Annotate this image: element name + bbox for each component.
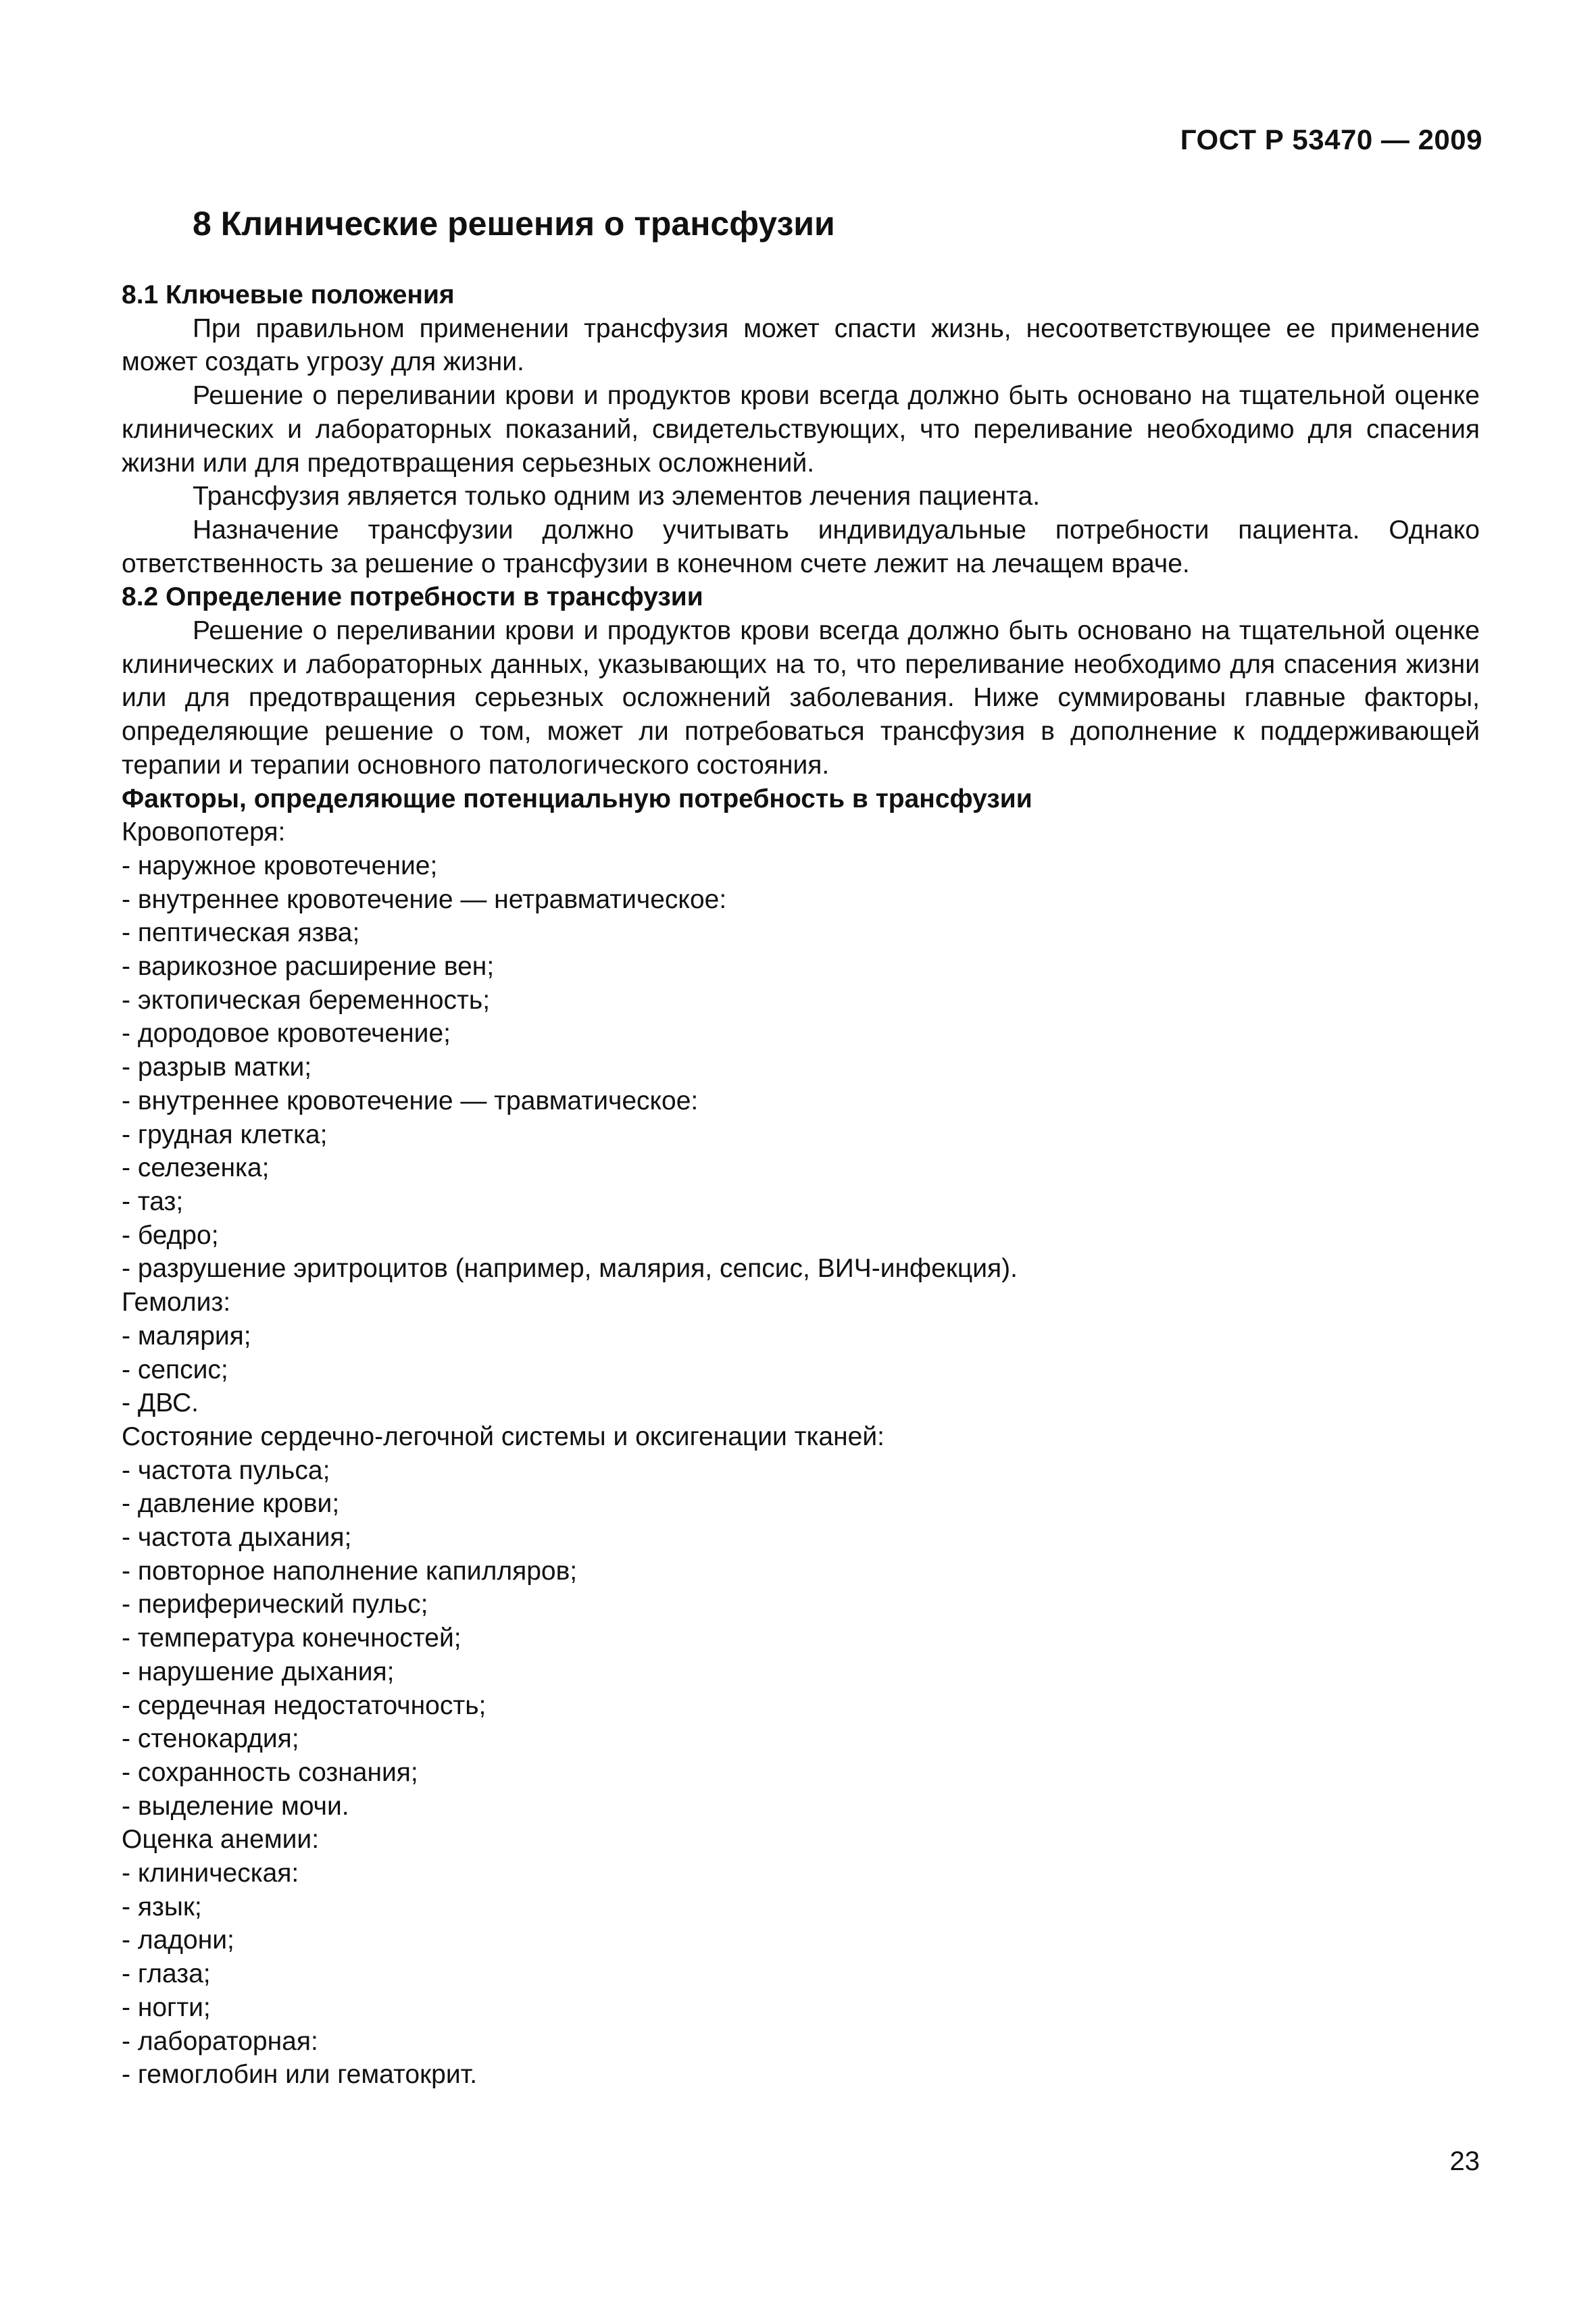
list-item: - клиническая: [122,1859,299,1888]
list-item: - внутреннее кровотечение — травматическое: [122,1086,699,1115]
paragraph: Решение о переливании крови и продуктов крови всегда должно быть основано на тщательной оценке клинических и лабораторных показаний, свидетельствующих, что переливание необходимо для спасения жизни или для предотвращения серьезных осложнений. [122,381,1480,478]
list-group-label: Кровопотеря: [122,818,286,847]
list-item: - разрушение эритроцитов (например, малярия, сепсис, ВИЧ-инфекция). [122,1254,1018,1284]
list-item: - ДВС. [122,1388,199,1418]
list-item: - стенокардия; [122,1724,299,1754]
document-header: ГОСТ Р 53470 — 2009 [1180,124,1482,155]
list-item: - нарушение дыхания; [122,1657,395,1686]
list-group-label: Гемолиз: [122,1288,231,1317]
list-item: - наружное кровотечение; [122,851,438,880]
list-subitem: - эктопическая беременность; [122,985,491,1015]
list-item: - выделение мочи. [122,1791,349,1821]
list-subitem: - ногти; [122,1992,211,2022]
list-item: - частота пульса; [122,1455,330,1485]
list-subitem: - пептическая язва; [122,918,360,948]
list-item: - сердечная недостаточность; [122,1690,487,1720]
list-subitem: - таз; [122,1186,184,1216]
list-item: - периферический пульс; [122,1590,428,1619]
list-item: - давление крови; [122,1489,340,1519]
list-subitem: - ладони; [122,1926,234,1955]
list-subitem: - селезенка; [122,1153,270,1183]
list-subitem: - глаза; [122,1959,211,1989]
list-group-label: Состояние сердечно-легочной системы и оксигенации тканей: [122,1422,884,1451]
list-subitem: - дородовое кровотечение; [122,1019,451,1049]
list-item: - температура конечностей; [122,1624,462,1653]
factors-heading: Факторы, определяющие потенциальную потребность в трансфузии [122,784,1032,813]
list-group-label: Оценка анемии: [122,1825,320,1855]
list-subitem: - варикозное расширение вен; [122,952,495,982]
chapter-title: 8 Клинические решения о трансфузии [193,205,835,243]
list-subitem: - бедро; [122,1220,219,1250]
list-subitem: - язык; [122,1892,202,1921]
list-subitem: - разрыв матки; [122,1053,312,1082]
list-item: - сепсис; [122,1355,228,1384]
section-heading-8-1: 8.1 Ключевые положения [122,280,455,309]
list-item: - повторное наполнение капилляров; [122,1556,578,1586]
list-subitem: - гемоглобин или гематокрит. [122,2060,478,2090]
paragraph: Решение о переливании крови и продуктов крови всегда должно быть основано на тщательной оценке клинических и лабораторных данных, указывающих на то, что переливание необходимо для спасения жизни или для предотвращения серьезных осложнений заболевания. Ниже суммированы главные факторы, определяющие решение о том, может ли потребоваться трансфузия в дополнение к поддерживающей терапии и терапии основного патологического состояния. [122,616,1480,780]
list-item: - лабораторная: [122,2026,318,2056]
list-item: - сохранность сознания; [122,1757,418,1787]
paragraph: Назначение трансфузии должно учитывать индивидуальные потребности пациента. Однако ответственность за решение о трансфузии в конечном счете лежит на лечащем враче. [122,515,1480,578]
list-item: - частота дыхания; [122,1523,352,1553]
list-item: - внутреннее кровотечение — нетравматическое: [122,884,727,914]
page-number: 23 [1449,2146,1480,2176]
paragraph: Трансфузия является только одним из элементов лечения пациента. [193,482,1041,511]
list-item: - малярия; [122,1321,251,1351]
section-heading-8-2: 8.2 Определение потребности в трансфузии [122,582,703,612]
paragraph: При правильном применении трансфузия может спасти жизнь, несоответствующее ее применение может создать угрозу для жизни. [122,313,1480,377]
list-subitem: - грудная клетка; [122,1120,328,1149]
document-body [122,278,1480,2092]
